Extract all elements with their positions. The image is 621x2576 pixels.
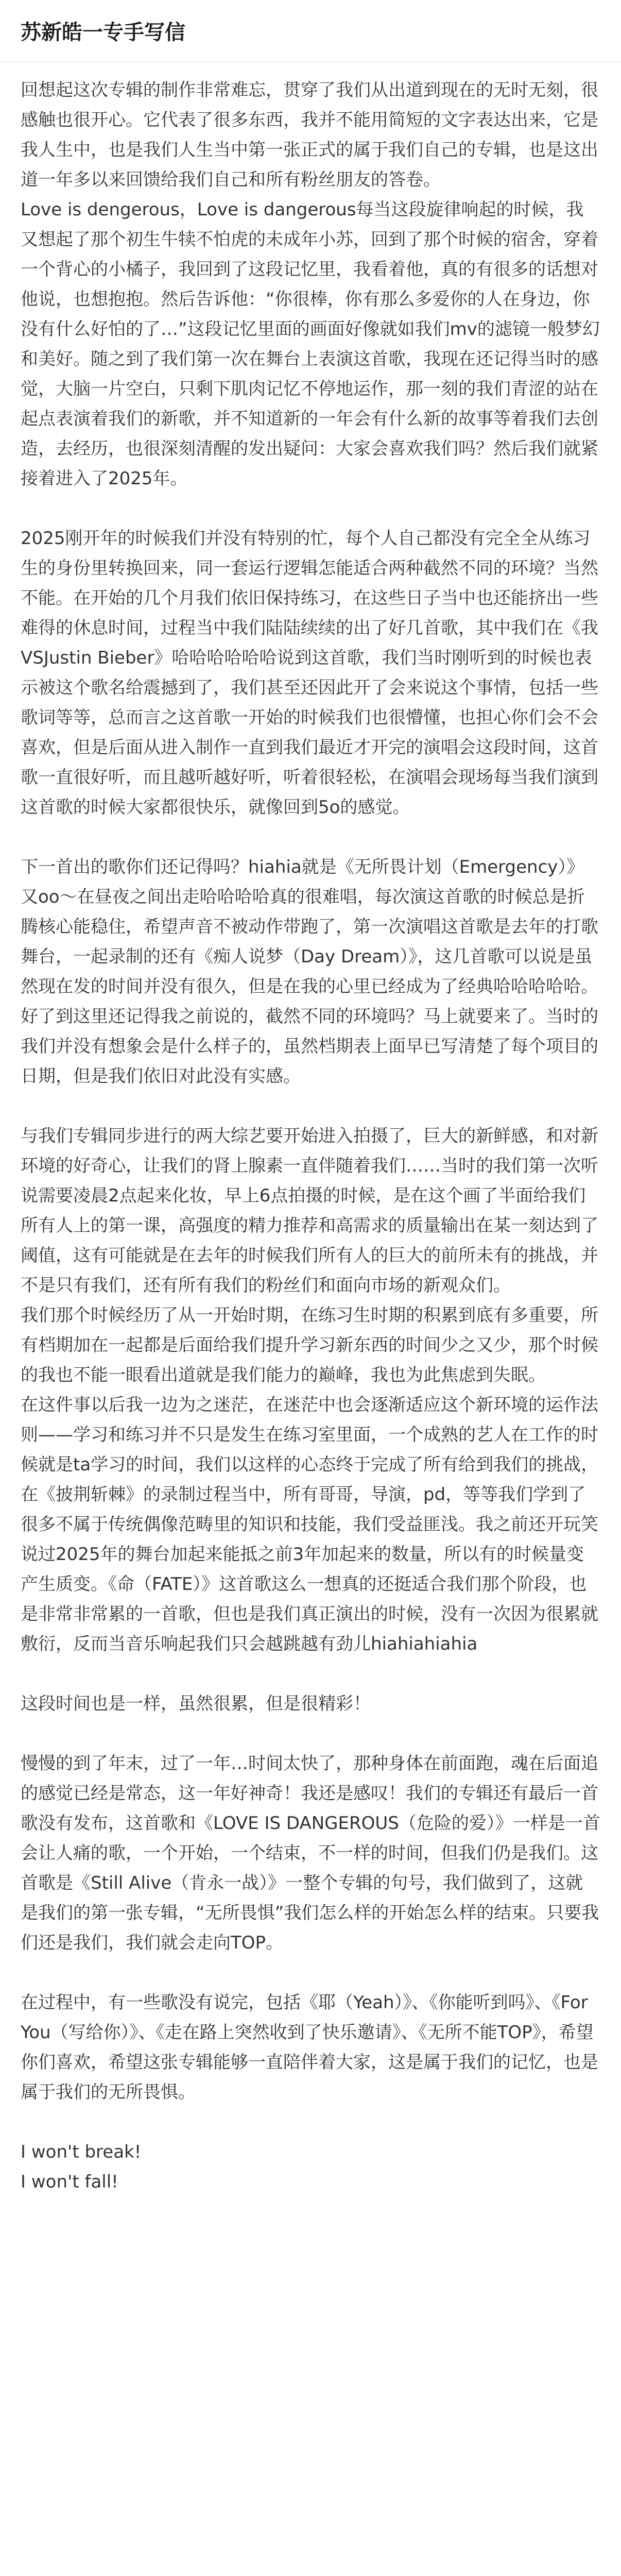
letter-paragraph: 2025刚开年的时候我们并没有特别的忙，每个人自己都没有完全全从练习生的身份里转换回来，同一套运行逻辑怎能适合两种截然不同的环境？当然不能。在开始的几个月我们依旧保持练习，在这些日子当中也还能挤出一些难得的休息时间，过程当中我们陆陆续续的出了好几首歌，其中我们在《我VSJustin Bieber》哈哈哈哈哈哈说到这首歌，我们当时刚听到的时候也表示被这个歌名给震撼到了，我们甚至还因此开了会来说这个事情，包括一些歌词等等，总而言之这首歌一开始的时候我们也很懵懂，也担心你们会不会喜欢，但是后面从进入制作一直到我们最近才开完的演唱会这段时间，这首歌一直很好听，而且越听越好听，听着很轻松，在演唱会现场每当我们演到这首歌的时候大家都很快乐，就像回到5o的感觉。 [21,528,598,818]
letter-paragraph: 在过程中，有一些歌没有说完，包括《耶（Yeah）》、《你能听到吗》、《For You（写给你）》、《走在路上突然收到了快乐邀请》、《无所不能TOP》，希望你们喜欢，希望这张专辑能够一直陪伴着大家，这是属于我们的记忆，也是属于我们的无所畏惧。 [21,1992,598,2103]
letter-body [0,62,621,2197]
letter-paragraph: 回想起这次专辑的制作非常难忘，贯穿了我们从出道到现在的无时无刻，很感触也很开心。它代表了很多东西，我并不能用简短的文字表达出来，它是我人生中，也是我们人生当中第一张正式的属于我们自己的专辑，也是这出道一年多以来回馈给我们自己和所有粉丝朋友的答卷。 Love is dengerous，Love is dangerous每当这段旋律响起的时候，我又想起了那个初生牛犊不怕虎的未成年小苏，回到了那个时候的宿舍，穿着一个背心的小橘子，我回到了这段记忆里，我看着他，真的有很多的话想对他说，也想抱抱。然后告诉他：“你很棒，你有那么多爱你的人在身边，你没有什么好怕的了…”这段记忆里面的画面好像就如我们mv的滤镜一般梦幻和美好。随之到了我们第一次在舞台上表演这首歌，我现在还记得当时的感觉，大脑一片空白，只剩下肌肉记忆不停地运作，那一刻的我们青涩的站在起点表演着我们的新歌，并不知道新的一年会有什么新的故事等着我们去创造，去经历，也很深刻清醒的发出疑问：大家会喜欢我们吗？然后我们就紧接着进入了2025年。 [21,80,600,489]
letter-paragraph: 慢慢的到了年末，过了一年…时间太快了，那种身体在前面跑，魂在后面追的感觉已经是常态，这一年好神奇！我还是感叹！我们的专辑还有最后一首歌没有发布，这首歌和《LOVE IS DANGEROUS（危险的爱）》一样是一首会让人痛的歌，一个开始，一个结束，不一样的时间，但我们仍是我们。这首歌是《Still Alive（肯永一战）》一整个专辑的句号，我们做到了，这就是我们的第一张专辑，“无所畏惧”我们怎么样的开始怎么样的结束。只要我们还是我们，我们就会走向TOP。 [21,1753,600,1953]
letter-paragraph: 这段时间也是一样，虽然很累，但是很精彩！ [21,1693,371,1714]
letter-paragraph: 下一首出的歌你们还记得吗？hiahia就是《无所畏计划（Emergency）》又oo～在昼夜之间出走哈哈哈哈真的很难唱，每次演这首歌的时候总是折腾核心能稳住，希望声音不被动作带跑了，第一次演唱这首歌是去年的打歌舞台，一起录制的还有《痴人说梦（Day Dream）》，这几首歌可以说是虽然现在发的时间并没有很久，但是在我的心里已经成为了经典哈哈哈哈哈。好了到这里还记得我之前说的，截然不同的环境吗？马上就要来了。当时的我们并没有想象会是什么样子的，虽然档期表上面早已写清楚了每个项目的日期，但是我们依旧对此没有实感。 [21,857,598,1087]
letter-closing: I won't break! I won't fall! [21,2142,142,2192]
letter-paragraph: 与我们专辑同步进行的两大综艺要开始进入拍摄了，巨大的新鲜感，和对新环境的好奇心，让我们的肾上腺素一直伴随着我们……当时的我们第一次听说需要凌晨2点起来化妆，早上6点拍摄的时候，是在这个画了半面给我们所有人上的第一课，高强度的精力推荐和高需求的质量输出在某一刻达到了阈值，这有可能就是在去年的时候我们所有人的巨大的前所未有的挑战，并不是只有我们，还有所有我们的粉丝们和面向市场的新观众们。 我们那个时候经历了从一开始时期，在练习生时期的积累到底有多重要，所有档期加在一起都是后面给我们提升学习新东西的时间少之又少，那个时候的我也不能一眼看出道就是我们能力的巅峰，我也为此焦虑到失眠。 在这件事以后我一边为之迷茫，在迷茫中也会逐渐适应这个新环境的运作法则——学习和练习并不只是发生在练习室里面，一个成熟的艺人在工作的时候就是ta学习的时间，我们以这样的心态终于完成了所有给到我们的挑战，在《披荆斩棘》的录制过程当中，所有哥哥，导演，pd，等等我们学到了很多不属于传统偶像范畴里的知识和技能，我们受益匪浅。我之前还开玩笑说过2025年的舞台加起来能抵之前3年加起来的数量，所以有的时候量变产生质变。《命（FATE）》这首歌这么一想真的还挺适合我们那个阶段，也是非常非常累的一首歌，但也是我们真正演出的时候，没有一次因为很累就敷衍，反而当音乐响起我们只会越跳越有劲儿hiahiahiahia [21,1126,599,1654]
page-title: 苏新皓一专手写信 [21,21,185,44]
page-header [0,0,621,62]
